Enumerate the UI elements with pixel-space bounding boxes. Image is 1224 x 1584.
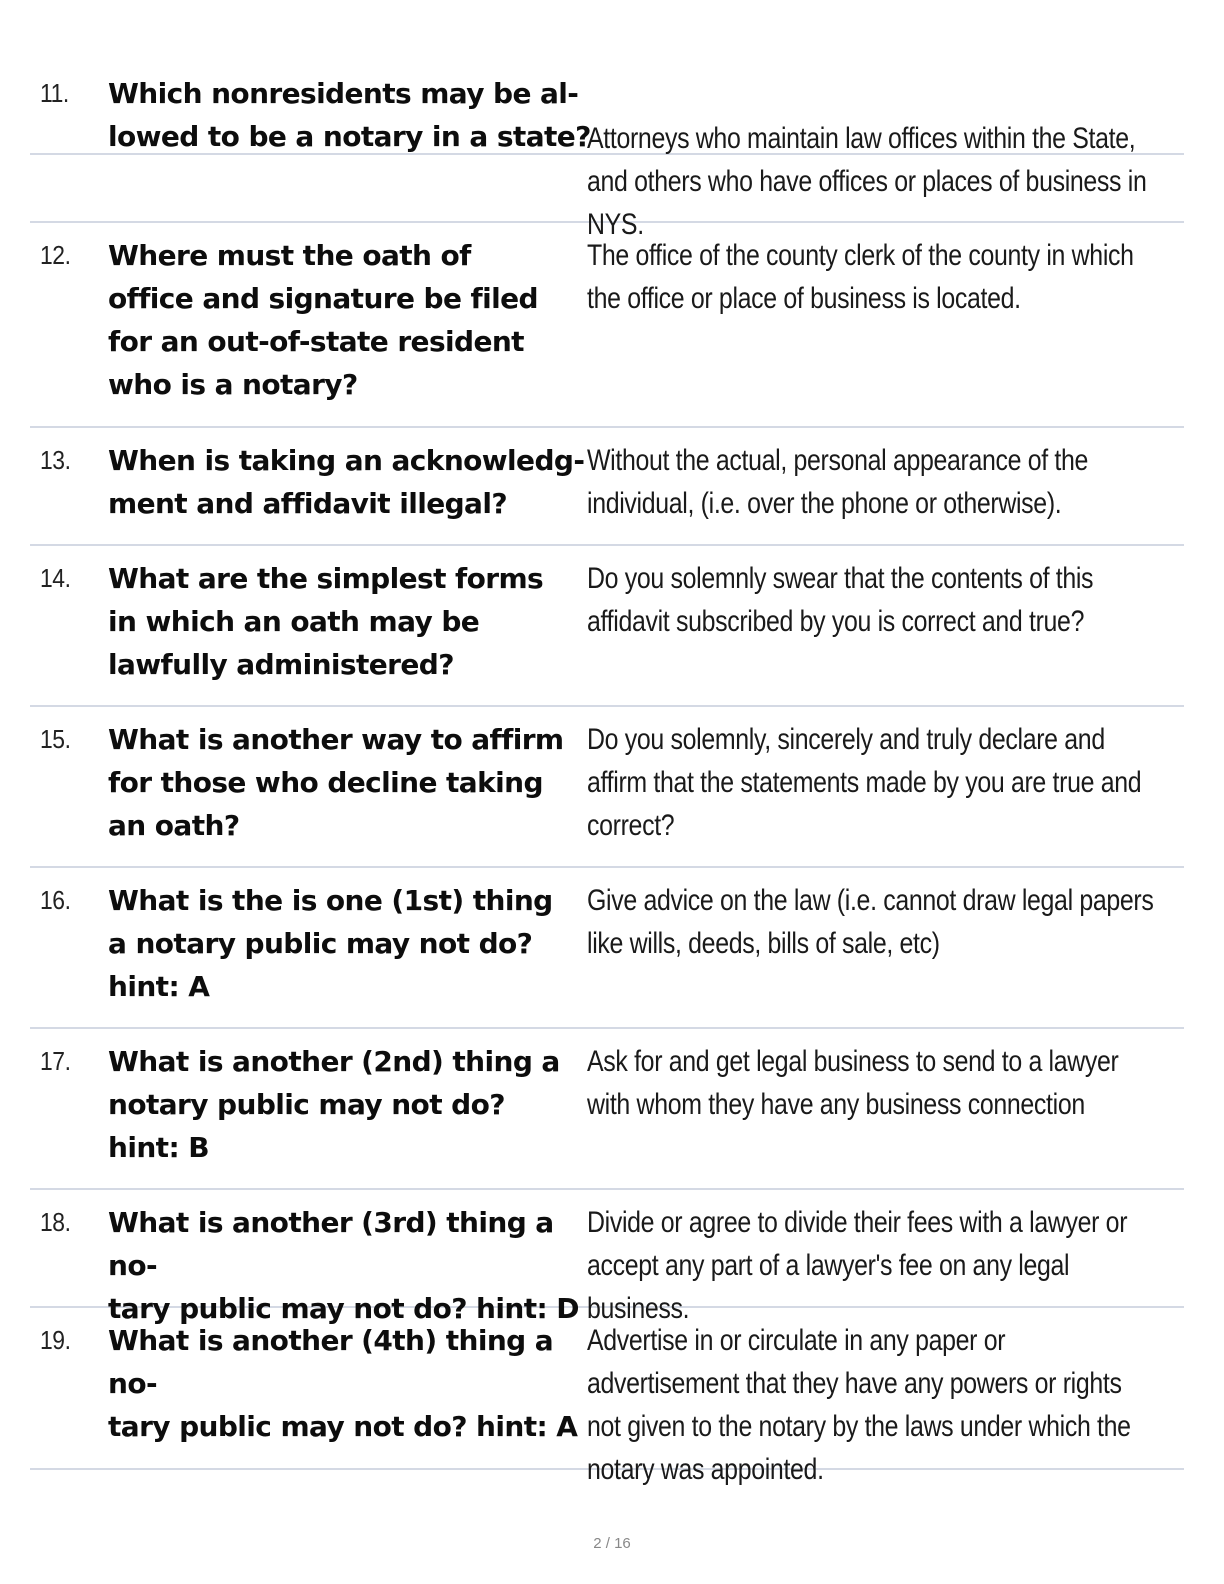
card-answer: Divide or agree to divide their fees with a lawyer or accept any part of a lawyer's fee on any legal business.: [587, 1206, 1128, 1325]
card-number: 17.: [40, 1046, 71, 1076]
card-question: [108, 439, 588, 525]
flashcard: [30, 1201, 1184, 1325]
card-answer: Do you solemnly, sincerely and truly declare and affirm that the statements made by you are true and correct?: [587, 723, 1142, 842]
card-number: 12.: [40, 240, 71, 270]
card-number: 18.: [40, 1207, 71, 1237]
card-question: What is another (2nd) thing a notary public may not do? hint: B: [108, 1045, 560, 1164]
card-answer: Attorneys who maintain law offices within the State, and others who have offices or places of business in NYS.: [587, 122, 1147, 241]
card-number: 15.: [40, 724, 71, 754]
card-question: What are the simplest forms in which an oath may be lawfully administered?: [108, 562, 544, 681]
card-question: What is another way to affirm for those who decline taking an oath?: [108, 723, 564, 842]
question-line-1: What is another (3rd) thing a no-: [108, 1206, 554, 1282]
card-number: 16.: [40, 885, 71, 915]
card-answer: Give advice on the law (i.e. cannot draw legal papers like wills, deeds, bills of sale, etc): [587, 884, 1154, 960]
card-question: [108, 72, 668, 158]
flashcard: [30, 439, 1184, 546]
card-question: [108, 1201, 588, 1330]
question-line-1: What is another (4th) thing a no-: [108, 1324, 554, 1400]
card-answer: Advertise in or circulate in any paper or advertisement that they have any powers or rights not given to the notary by the laws under which the notary was appointed.: [587, 1324, 1131, 1486]
question-line-2: tary public may not do? hint: D: [108, 1292, 579, 1325]
card-number: 19.: [40, 1325, 71, 1355]
card-question: Where must the oath of office and signature be filed for an out-of-state resident who is a notary?: [108, 239, 538, 401]
question-line-1: When is taking an acknowledg-: [108, 444, 585, 477]
flashcard: [30, 234, 1184, 428]
question-line-2: tary public may not do? hint: A: [108, 1410, 578, 1443]
card-answer: Do you solemnly swear that the contents of this affidavit subscribed by you is correct and true?: [587, 562, 1094, 638]
card-answer: Without the actual, personal appearance of the individual, (i.e. over the phone or otherwise).: [587, 444, 1089, 520]
flashcard: [30, 879, 1184, 1029]
card-answer: The office of the county clerk of the county in which the office or place of business is located.: [587, 239, 1134, 315]
question-line-2: lowed to be a notary in a state?: [108, 120, 591, 153]
card-answer: Ask for and get legal business to send to a lawyer with whom they have any business connection: [587, 1045, 1119, 1121]
flashcard: [30, 72, 1184, 241]
flashcard: [30, 718, 1184, 868]
flashcard: [30, 1040, 1184, 1190]
card-question: What is the is one (1st) thing a notary public may not do? hint: A: [108, 884, 553, 1003]
card-number: 14.: [40, 563, 71, 593]
question-line-1: Which nonresidents may be al-: [108, 77, 579, 110]
card-number: 13.: [40, 445, 71, 475]
page-number: 2 / 16: [593, 1535, 631, 1552]
flashcard: [30, 1319, 1184, 1486]
question-line-2: ment and affidavit illegal?: [108, 487, 507, 520]
card-question: [108, 1319, 588, 1448]
card-number: 11.: [40, 78, 69, 108]
flashcard: [30, 557, 1184, 707]
